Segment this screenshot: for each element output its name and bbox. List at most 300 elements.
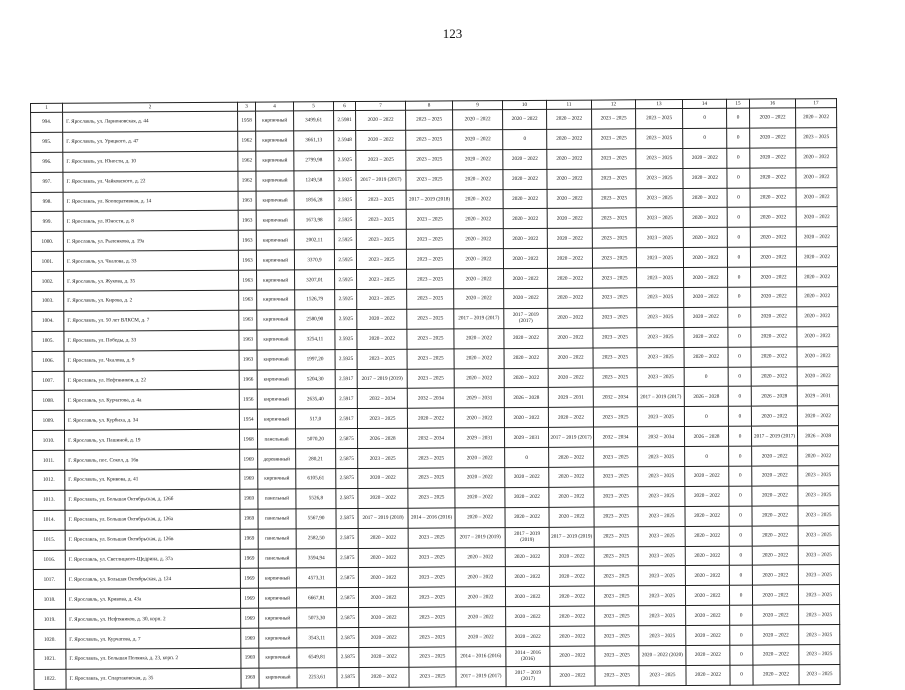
table-cell: 1969 [241, 648, 259, 668]
table-cell: 517,0 [295, 409, 335, 429]
table-cell: 2020 – 2022 [684, 347, 728, 367]
table-cell: 2023 – 2025 [798, 485, 839, 505]
table-cell: 2017 – 2019 (2018) [358, 508, 408, 528]
table-cell: 2023 – 2025 [798, 565, 839, 585]
table-cell: 2023 – 2025 [638, 526, 685, 546]
table-cell: 2020 – 2022 [752, 526, 798, 546]
column-header-14: 14 [682, 99, 726, 108]
table-cell: 5567,90 [296, 508, 336, 528]
table-cell: 2023 – 2025 [595, 626, 639, 646]
table-cell: 2023 – 2025 [406, 229, 453, 249]
table-cell: 1011. [33, 450, 65, 470]
table-cell: 2020 – 2022 [455, 468, 505, 488]
table-cell: кирпичный [256, 151, 294, 171]
table-cell: 1969 [241, 608, 259, 628]
table-cell: 2023 – 2025 [637, 367, 684, 387]
column-header-12: 12 [591, 100, 635, 109]
table-cell: 1963 [239, 270, 257, 290]
table-cell: 2023 – 2025 [357, 269, 407, 289]
table-cell: 2253,61 [297, 668, 337, 688]
table-cell: 5073,30 [297, 608, 337, 628]
table-cell: панельный [258, 489, 296, 509]
table-cell: 2020 – 2022 [504, 368, 548, 388]
address-cell: Г. Ярославль, ул. Большая Октябрьская, д. 126в [65, 529, 240, 550]
address-cell: Г. Ярославль, ул. Спартаковская, д. 35 [66, 668, 241, 689]
table-cell: 0 [729, 466, 752, 486]
table-cell: 1969 [240, 588, 258, 608]
table-cell: 2.5875 [337, 667, 359, 687]
address-cell: Г. Ярославль, ул. Рыленкова, д. 19а [63, 231, 238, 252]
table-cell: кирпичный [259, 668, 297, 688]
table-cell: 2023 – 2025 [356, 249, 406, 269]
table-cell: 0 [727, 247, 750, 267]
table-cell: 2023 – 2025 [636, 188, 683, 208]
table-cell: 1020. [34, 629, 66, 649]
table-cell: 2023 – 2025 [592, 228, 636, 248]
table-cell: 2026 – 2028 [797, 426, 838, 446]
address-cell: Г. Ярославль, ул. Курбиха, д. 34 [64, 410, 239, 431]
table-cell: 2029 – 2031 [548, 388, 593, 408]
table-cell: 2020 – 2022 [547, 109, 592, 129]
table-cell: 2023 – 2025 [799, 625, 840, 645]
table-cell: 1015. [33, 530, 65, 550]
table-cell: 0 [730, 625, 753, 645]
table-cell: 2.5875 [336, 469, 358, 489]
table-cell: 2.5917 [335, 389, 357, 409]
table-cell: 2020 – 2022 [358, 588, 408, 608]
table-cell: 2020 – 2022 [358, 488, 408, 508]
table-cell: 1962 [238, 151, 256, 171]
table-cell: 2023 – 2025 [408, 587, 455, 607]
table-cell: 1962 [238, 171, 256, 191]
table-cell: 0 [728, 267, 751, 287]
table-cell: 2580,90 [295, 310, 335, 330]
table-cell: 0 [730, 665, 753, 685]
table-cell: 2.5875 [337, 648, 359, 668]
table-cell: 2020 – 2022 [797, 287, 838, 307]
table-cell: 2020 – 2022 [750, 227, 796, 247]
table-cell: 2020 – 2022 [797, 306, 838, 326]
table-cell: 2020 – 2022 [797, 406, 838, 426]
table-cell: 2023 – 2025 [638, 546, 685, 566]
table-cell: 2020 – 2022 [504, 408, 548, 428]
address-cell: Г. Ярославль, ул. Чкалова, д. 9 [64, 350, 239, 371]
table-cell: 2020 – 2022 [684, 307, 728, 327]
table-cell: 2020 – 2022 [549, 547, 594, 567]
address-cell: Г. Ярославль, ул. Чкалова, д. 33 [63, 250, 238, 271]
table-cell: 2.5925 [335, 329, 357, 349]
table-cell: 2020 – 2022 [505, 507, 549, 527]
table-cell: 2020 – 2022 [548, 288, 593, 308]
table-cell: 2023 – 2025 [357, 349, 407, 369]
table-cell: 1958 [238, 111, 256, 131]
table-cell: 2029 – 2031 [454, 388, 504, 408]
table-cell: 2020 – 2022 [686, 606, 730, 626]
address-cell: Г. Ярославль, ул. Большая Октябрьская, д. 126а [65, 509, 240, 530]
table-cell: 3499,61 [294, 111, 334, 131]
table-cell: 2023 – 2025 [592, 149, 636, 169]
table-cell: 2.5875 [336, 548, 358, 568]
table-cell: 1673,98 [294, 210, 334, 230]
table-cell: 996. [31, 152, 63, 172]
table-cell: 2023 – 2025 [408, 468, 455, 488]
table-cell: 2023 – 2025 [638, 467, 685, 487]
table-cell: 2017 – 2019 (2017) [356, 170, 406, 190]
column-header-4: 4 [255, 102, 293, 111]
table-cell: 2020 – 2022 [797, 366, 838, 386]
table-cell: 0 [728, 367, 751, 387]
table-cell: 2020 – 2022 [453, 110, 503, 130]
address-cell: Г. Ярославль, ул. Большая Октябрьская, д. 124 [65, 569, 240, 590]
address-cell: Г. Ярославль, ул. Кривова, д. 41 [65, 469, 240, 490]
table-cell: 2.5925 [334, 210, 356, 230]
table-cell: 1969 [240, 469, 258, 489]
table-cell: 6549,81 [297, 648, 337, 668]
table-cell: 0 [728, 426, 751, 446]
table-cell: 994. [31, 112, 63, 132]
address-cell: Г. Ярославль, ул. Нефтяников, д. 22 [64, 370, 239, 391]
table-cell: 2020 – 2022 [753, 625, 799, 645]
table-cell: 2.5875 [336, 488, 358, 508]
table-cell: кирпичный [256, 230, 294, 250]
address-cell: Г. Ярославль, ул. Нефтяников, д. 30, корп. 2 [66, 608, 241, 629]
table-cell: 2020 – 2022 [750, 108, 796, 128]
table-cell: 2023 – 2025 [639, 665, 686, 685]
table-cell: 3543,11 [297, 628, 337, 648]
table-cell: 2017 – 2019 (2017) [504, 308, 548, 328]
table-cell: 0 [729, 506, 752, 526]
table-cell: 2020 – 2022 [455, 448, 505, 468]
table-cell: 2020 – 2022 [455, 507, 505, 527]
table-cell: 2023 – 2025 [638, 586, 685, 606]
table-cell: 2020 – 2022 [547, 228, 592, 248]
table-cell: 1956 [239, 390, 257, 410]
address-cell: Г. Ярославль, ул. 50 лет ВЛКСМ, д. 7 [64, 310, 239, 331]
table-cell: 5204,30 [295, 369, 335, 389]
table-cell: 2023 – 2025 [637, 327, 684, 347]
table-cell: 1005. [32, 331, 64, 351]
table-cell: 5070,20 [295, 429, 335, 449]
table-cell: 2023 – 2025 [638, 566, 685, 586]
table-cell: 2023 – 2025 [406, 209, 453, 229]
table-cell: 2023 – 2025 [593, 367, 637, 387]
table-cell: 2020 – 2022 [751, 327, 797, 347]
table-cell: 1017. [33, 570, 65, 590]
table-cell: 2029 – 2031 [454, 428, 504, 448]
table-cell: 2020 – 2022 [751, 267, 797, 287]
table-cell: 1526,79 [295, 290, 335, 310]
table-cell: 2023 – 2025 [636, 208, 683, 228]
table-cell: 2.5875 [336, 449, 358, 469]
address-cell: Г. Ярославль, ул. Кирова, д. 2 [64, 290, 239, 311]
table-cell: 2020 – 2022 [453, 209, 503, 229]
table-cell: 2020 – 2022 [797, 346, 838, 366]
table-cell: 2023 – 2025 [594, 586, 638, 606]
table-cell: 2.5925 [334, 190, 356, 210]
table-cell: 1856,28 [294, 190, 334, 210]
table-cell: кирпичный [257, 310, 295, 330]
table-cell: 1008. [32, 391, 64, 411]
table-cell: 2023 – 2025 [406, 110, 453, 130]
table-cell: 2020 – 2022 [547, 129, 592, 149]
page-number: 123 [442, 26, 463, 41]
table-cell: 2023 – 2025 [638, 447, 685, 467]
table-cell: 2020 – 2022 [798, 446, 839, 466]
table-cell: 2020 – 2022 [750, 187, 796, 207]
column-header-10: 10 [502, 100, 546, 109]
table-cell: 2020 – 2022 [685, 506, 729, 526]
table-cell: 6667,81 [296, 588, 336, 608]
table-cell: 2020 – 2022 [796, 227, 837, 247]
table-cell: 0 [729, 486, 752, 506]
table-cell: кирпичный [259, 648, 297, 668]
column-header-17: 17 [795, 99, 836, 108]
table-cell: 0 [730, 645, 753, 665]
table-cell: 1003. [32, 291, 64, 311]
table-cell: 2023 – 2025 [409, 627, 456, 647]
table-cell: 2020 – 2022 [358, 468, 408, 488]
table-cell: 2023 – 2025 [796, 127, 837, 147]
table-cell: 2020 – 2022 [453, 169, 503, 189]
address-cell: Г. Ярославль, ул. Курчатова, д. 7 [66, 628, 241, 649]
table-cell: кирпичный [257, 290, 295, 310]
table-cell: 2020 – 2022 [547, 169, 592, 189]
table-cell: 2020 – 2022 [356, 130, 406, 150]
table-cell: 4573,31 [296, 568, 336, 588]
table-cell: 2020 – 2022 [685, 586, 729, 606]
table-cell: 2.5875 [336, 528, 358, 548]
table-cell: 2020 – 2022 [753, 645, 799, 665]
table-cell: 2023 – 2025 [408, 567, 455, 587]
table-cell: 2017 – 2019 (2017) [548, 427, 593, 447]
table-cell: 2023 – 2025 [594, 507, 638, 527]
address-cell: Г. Ярославль, ул. Пашиной, д. 19 [65, 429, 240, 450]
table-cell: 2020 – 2022 [683, 247, 727, 267]
table-cell: 2023 – 2025 [592, 248, 636, 268]
table-cell: 2020 – 2022 [454, 269, 504, 289]
table-cell: 2017 – 2019 (2017) [456, 667, 506, 687]
table-cell: 1019. [34, 610, 66, 630]
table-cell: 2020 – 2022 [796, 167, 837, 187]
table-row [34, 665, 840, 690]
address-cell: Г. Ярославль, ул. Большая Полянка, д. 23, корп. 2 [66, 648, 241, 669]
table-cell: 1969 [240, 449, 258, 469]
table-cell: 2020 – 2022 [751, 287, 797, 307]
table-cell: 2020 – 2022 [685, 466, 729, 486]
table-cell: 2020 – 2022 [453, 149, 503, 169]
address-cell: Г. Ярославль, ул. Ларионовская, д. 44 [63, 111, 238, 132]
table-cell: 2023 – 2025 [594, 447, 638, 467]
table-cell: 0 [728, 406, 751, 426]
table-cell: 2020 – 2022 [455, 567, 505, 587]
table-cell: 2023 – 2025 [592, 208, 636, 228]
address-cell: Г. Ярославль, ул. Курчатова, д. 4а [64, 390, 239, 411]
table-cell: 1963 [238, 250, 256, 270]
table-cell: 2020 – 2022 [752, 545, 798, 565]
address-cell: Г. Ярославль, ул. Кривова, д. 43а [65, 589, 240, 610]
table-cell: 2020 – 2022 [796, 207, 837, 227]
table-cell: 1006. [32, 351, 64, 371]
table-cell: 3254,11 [295, 329, 335, 349]
table-cell: 1963 [238, 230, 256, 250]
table-cell: 2014 – 2016 (2016) [456, 647, 506, 667]
table-cell: 0 [684, 367, 728, 387]
table-cell: 1963 [239, 330, 257, 350]
table-cell: 2023 – 2025 [636, 168, 683, 188]
table-cell: кирпичный [256, 111, 294, 131]
table-cell: 2026 – 2028 [357, 428, 407, 448]
table-cell: 2023 – 2025 [637, 407, 684, 427]
table-cell: 2020 – 2022 [456, 627, 506, 647]
table-cell: 1968 [239, 429, 257, 449]
table-cell: 2020 – 2022 [505, 487, 549, 507]
table-cell: 2023 – 2025 [636, 148, 683, 168]
table-cell: 2023 – 2025 [636, 228, 683, 248]
table-cell: 1004. [32, 311, 64, 331]
table-cell: 2023 – 2025 [594, 566, 638, 586]
table-cell: 0 [505, 447, 549, 467]
table-cell: 1966 [239, 370, 257, 390]
table-cell: 0 [728, 347, 751, 367]
table-cell: 0 [727, 128, 750, 148]
table-cell: 2020 – 2022 [684, 267, 728, 287]
table-cell: 2023 – 2025 [593, 407, 637, 427]
table-cell: 2023 – 2025 [595, 606, 639, 626]
table-cell: 1014. [33, 510, 65, 530]
table-cell: 2023 – 2025 [798, 525, 839, 545]
table-cell: 2020 – 2022 [359, 647, 409, 667]
table-cell: 0 [728, 307, 751, 327]
table-cell: 2023 – 2025 [593, 288, 637, 308]
address-cell: Г. Ярославль, пос. Сокол, д. 16в [65, 449, 240, 470]
table-cell: 2023 – 2025 [407, 289, 454, 309]
table-cell: 2023 – 2025 [406, 249, 453, 269]
table-cell: 2023 – 2025 [356, 230, 406, 250]
table-cell: 2020 – 2022 [503, 149, 547, 169]
table-cell: 2023 – 2025 [595, 666, 639, 686]
table-cell: 2020 – 2022 [683, 208, 727, 228]
table-cell: 2023 – 2025 [798, 545, 839, 565]
table-cell: 2023 – 2025 [799, 665, 840, 685]
table-cell: 2020 – 2022 [751, 406, 797, 426]
table-cell: 1969 [240, 529, 258, 549]
table-cell: 2020 – 2022 [549, 507, 594, 527]
table-cell: панельный [258, 529, 296, 549]
table-cell: 1954 [239, 409, 257, 429]
table-cell: 2017 – 2019 (2017) [751, 426, 797, 446]
table-cell: 2023 – 2025 [407, 329, 454, 349]
column-header-5: 5 [293, 102, 333, 111]
table-cell: 995. [31, 132, 63, 152]
table-cell: 2020 – 2022 [506, 626, 550, 646]
table-cell: 2017 – 2019 (2017) [506, 666, 550, 686]
table-cell: 1963 [238, 211, 256, 231]
address-cell: Г. Ярославль, ул. Кооперативная, д. 14 [63, 191, 238, 212]
table-cell: 2023 – 2025 [409, 607, 456, 627]
table-cell: 2017 – 2019 (2017) [454, 309, 504, 329]
table-cell: 2020 – 2022 [548, 368, 593, 388]
column-header-1: 1 [31, 103, 63, 112]
table-cell: 2020 – 2022 [503, 229, 547, 249]
table-cell: 2023 – 2025 [637, 288, 684, 308]
table-cell: 2023 – 2025 [406, 170, 453, 190]
table-cell: 2020 – 2022 [547, 149, 592, 169]
table-cell: 0 [684, 407, 728, 427]
table-cell: 1969 [241, 628, 259, 648]
table-cell: 2.5981 [334, 111, 356, 131]
table-cell: 2023 – 2025 [356, 210, 406, 230]
table-body [31, 108, 841, 690]
table-cell: 2020 – 2022 [503, 209, 547, 229]
table-cell: 2023 – 2025 [408, 448, 455, 468]
table-cell: 2023 – 2025 [406, 150, 453, 170]
table-cell: 2020 – 2022 [359, 607, 409, 627]
table-cell: кирпичный [257, 409, 295, 429]
table-cell: 1249,58 [294, 170, 334, 190]
table-cell: 2020 – 2022 [503, 249, 547, 269]
table-cell: 2020 – 2022 [456, 607, 506, 627]
table-cell: 2582,50 [296, 528, 336, 548]
table-cell: 2023 – 2025 [356, 190, 406, 210]
table-cell: 2020 – 2022 [453, 189, 503, 209]
table-cell: 2020 – 2022 (2020) [639, 646, 686, 666]
table-cell: 2020 – 2022 [505, 587, 549, 607]
table-cell: 1963 [238, 191, 256, 211]
table-cell: 2020 – 2022 [549, 567, 594, 587]
table-cell: кирпичный [257, 330, 295, 350]
table-cell: 2023 – 2025 [357, 289, 407, 309]
table-cell: 2020 – 2022 [357, 329, 407, 349]
table-cell: панельный [258, 509, 296, 529]
table-cell: 2020 – 2022 [751, 307, 797, 327]
table-cell: 2020 – 2022 [797, 326, 838, 346]
table-cell: 2026 – 2028 [684, 387, 728, 407]
table-cell: 2017 – 2019 (2019) [505, 527, 549, 547]
address-cell: Г. Ярославль, ул. Юности, д. 10 [63, 151, 238, 172]
table-cell: 2020 – 2022 [683, 148, 727, 168]
table-cell: кирпичный [257, 389, 295, 409]
address-cell: Г. Ярославль, ул. Урицкого, д. 47 [63, 131, 238, 152]
table-cell: 2020 – 2022 [359, 667, 409, 687]
table-cell: 2.5925 [334, 170, 356, 190]
table-cell: 2020 – 2022 [455, 488, 505, 508]
table-cell: 2023 – 2025 [636, 109, 683, 129]
table-cell: 2023 – 2025 [593, 347, 637, 367]
table-cell: 2020 – 2022 [684, 287, 728, 307]
table-cell: 2023 – 2025 [637, 347, 684, 367]
table-cell: кирпичный [258, 568, 296, 588]
table-cell: 2020 – 2022 [454, 368, 504, 388]
table-cell: 2023 – 2025 [638, 506, 685, 526]
table-cell: кирпичный [256, 250, 294, 270]
table-cell: 2023 – 2025 [636, 248, 683, 268]
table-cell: 2020 – 2022 [357, 309, 407, 329]
table-cell: 2017 – 2019 (2019) [357, 369, 407, 389]
table-cell: 2020 – 2022 [796, 108, 837, 128]
table-cell: 0 [730, 605, 753, 625]
table-cell: 2023 – 2025 [594, 546, 638, 566]
table-cell: 2023 – 2025 [407, 368, 454, 388]
table-cell: 1963 [239, 310, 257, 330]
table-cell: кирпичный [257, 350, 295, 370]
table-cell: 2023 – 2025 [638, 486, 685, 506]
table-cell: деревянный [258, 449, 296, 469]
table-cell: 3370,9 [294, 250, 334, 270]
table-cell: 2023 – 2025 [594, 487, 638, 507]
column-header-13: 13 [635, 100, 682, 109]
table-cell: 2.5925 [334, 230, 356, 250]
table-cell: 6105,61 [296, 469, 336, 489]
